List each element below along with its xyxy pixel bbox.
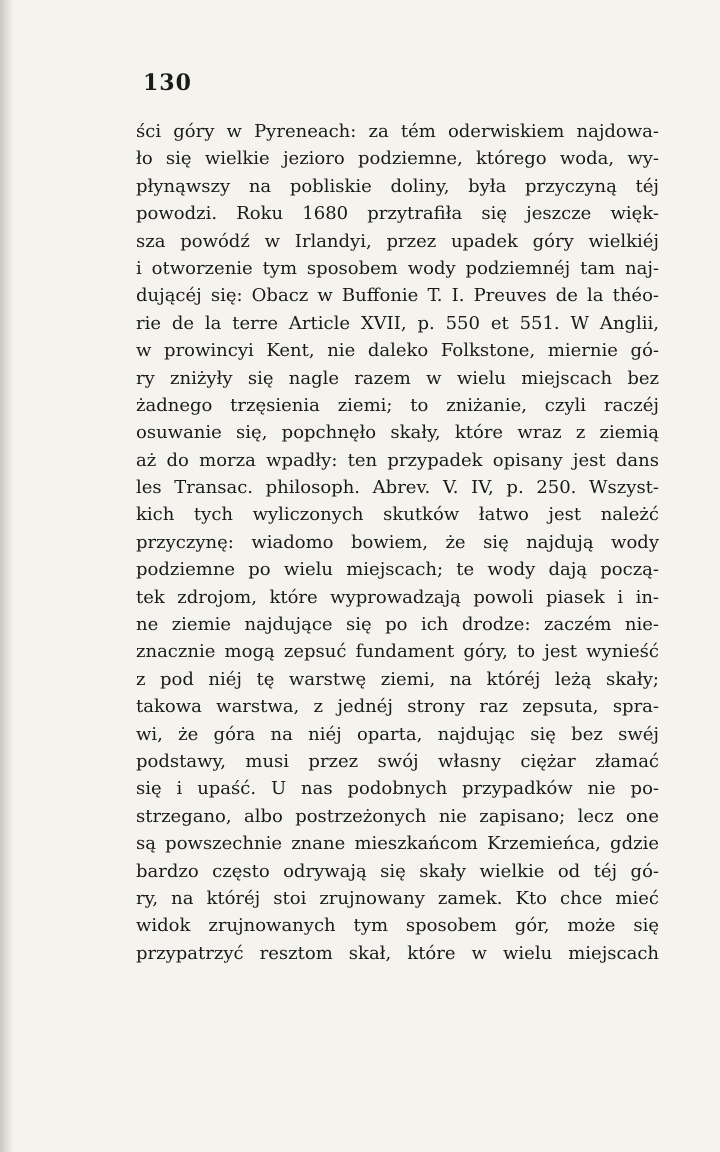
text-line: bardzo często odrywają się skały wielkie od téj gó- [136, 860, 659, 882]
text-line: rie de la terre Article XVII, p. 550 et 551. W Anglii, [136, 312, 659, 334]
text-line: są powszechnie znane mieszkańcom Krzemieńca, gdzie [136, 833, 659, 855]
text-line: takowa warstwa, z jednéj strony raz zepsuta, spra- [136, 696, 659, 718]
text-line: z pod niéj tę warstwę ziemi, na któréj leżą skały; [136, 668, 659, 690]
text-line: wi, że góra na niéj oparta, najdując się bez swéj [136, 723, 659, 745]
text-line: powodzi. Roku 1680 przytrafiła się jeszcze więk- [136, 203, 659, 225]
text-line: i otworzenie tym sposobem wody podziemnéj tam naj- [136, 257, 659, 279]
text-line: podstawy, musi przez swój własny ciężar złamać [136, 750, 659, 772]
text-line: płynąwszy na pobliskie doliny, była przyczyną téj [136, 175, 659, 197]
body-text [136, 118, 659, 967]
text-line: dującéj się: Obacz w Buffonie T. I. Preuves de la théo- [136, 285, 659, 307]
text-line: ry zniżyły się nagle razem w wielu miejscach bez [136, 367, 659, 389]
text-line: ści góry w Pyreneach: za tém oderwiskiem najdowa- [136, 121, 659, 142]
text-line: tek zdrojom, które wyprowadzają powoli piasek i in- [136, 586, 659, 608]
text-line: ło się wielkie jezioro podziemne, którego woda, wy- [136, 148, 659, 170]
text-line: sza powódź w Irlandyi, przez upadek góry wielkiéj [136, 230, 659, 252]
text-line: podziemne po wielu miejscach; te wody dają począ- [136, 559, 659, 581]
text-line: les Transac. philosoph. Abrev. V. IV, p. 250. Wszyst- [136, 477, 659, 499]
text-line: żadnego trzęsienia ziemi; to zniżanie, czyli raczéj [136, 394, 659, 416]
text-line: w prowincyi Kent, nie daleko Folkstone, miernie gó- [136, 340, 659, 362]
text-line: aż do morza wpadły: ten przypadek opisany jest dans [136, 449, 659, 471]
text-line: widok zrujnowanych tym sposobem gór, może się [136, 915, 659, 937]
text-line: ne ziemie najdujące się po ich drodze: zaczém nie- [136, 614, 659, 636]
text-line: znacznie mogą zepsuć fundament góry, to jest wynieść [136, 641, 659, 663]
text-line: się i upaść. U nas podobnych przypadków nie po- [136, 778, 659, 800]
text-line: osuwanie się, popchnęło skały, które wraz z ziemią [136, 422, 659, 444]
page-number: 130 [143, 70, 192, 96]
text-line: przyczynę: wiadomo bowiem, że się najdują wody [136, 531, 659, 553]
text-line: kich tych wyliczonych skutków łatwo jest należć [136, 504, 659, 526]
page-binding-edge [0, 0, 14, 1152]
text-line: ry, na któréj stoi zrujnowany zamek. Kto chce mieć [136, 887, 659, 909]
text-line: strzegano, albo postrzeżonych nie zapisano; lecz one [136, 805, 659, 827]
text-line: przypatrzyć resztom skał, które w wielu miejscach [136, 942, 659, 964]
